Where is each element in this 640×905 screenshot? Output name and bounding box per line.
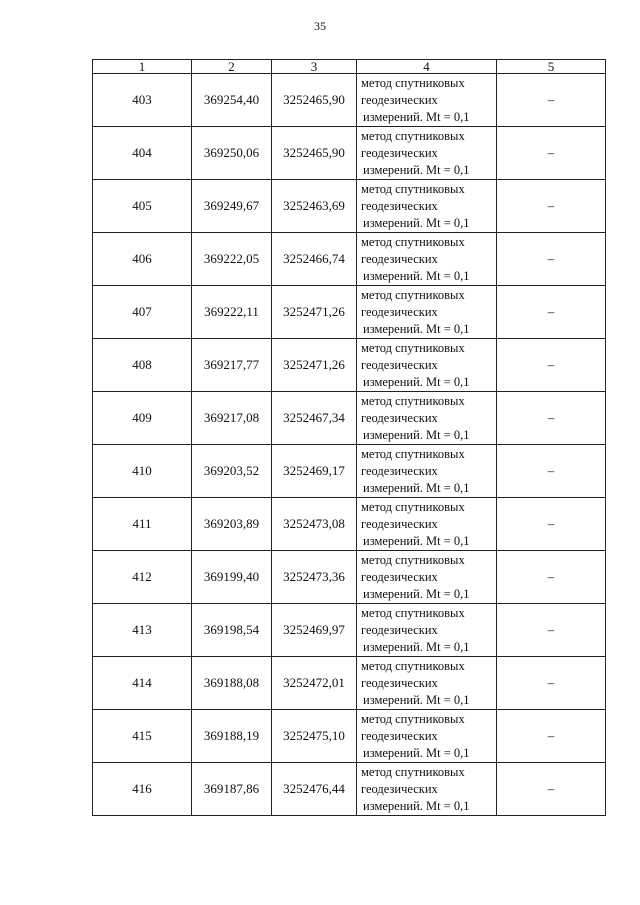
method-line: измерений. Mt = 0,1 xyxy=(363,798,470,813)
x-coordinate-cell: 369254,40 xyxy=(192,74,272,127)
method-cell xyxy=(357,339,497,392)
x-coordinate-cell: 369188,19 xyxy=(192,710,272,763)
method-line: метод спутниковых xyxy=(361,764,465,779)
method-cell xyxy=(357,286,497,339)
x-coordinate-cell: 369249,67 xyxy=(192,180,272,233)
method-line: метод спутниковых xyxy=(361,234,465,249)
method-line: измерений. Mt = 0,1 xyxy=(363,586,470,601)
y-coordinate-cell: 3252475,10 xyxy=(272,710,357,763)
x-coordinate-cell: 369217,08 xyxy=(192,392,272,445)
method-line: геодезических xyxy=(361,304,438,319)
method-line: метод спутниковых xyxy=(361,75,465,90)
method-line: геодезических xyxy=(361,92,438,107)
method-line: метод спутниковых xyxy=(361,711,465,726)
point-number-cell: 408 xyxy=(93,339,192,392)
point-number-cell: 409 xyxy=(93,392,192,445)
method-cell xyxy=(357,445,497,498)
point-number-cell: 403 xyxy=(93,74,192,127)
method-cell xyxy=(357,551,497,604)
column-header-2: 2 xyxy=(192,60,272,74)
x-coordinate-cell: 369187,86 xyxy=(192,763,272,816)
point-number-cell: 407 xyxy=(93,286,192,339)
y-coordinate-cell: 3252465,90 xyxy=(272,74,357,127)
table-row xyxy=(93,127,606,180)
method-line: геодезических xyxy=(361,463,438,478)
column-header-4: 4 xyxy=(357,60,497,74)
note-cell: – xyxy=(497,710,606,763)
method-line: метод спутниковых xyxy=(361,128,465,143)
method-cell xyxy=(357,74,497,127)
method-line: измерений. Mt = 0,1 xyxy=(363,533,470,548)
method-line: геодезических xyxy=(361,675,438,690)
y-coordinate-cell: 3252472,01 xyxy=(272,657,357,710)
table-row xyxy=(93,604,606,657)
x-coordinate-cell: 369203,52 xyxy=(192,445,272,498)
x-coordinate-cell: 369198,54 xyxy=(192,604,272,657)
y-coordinate-cell: 3252471,26 xyxy=(272,286,357,339)
note-cell: – xyxy=(497,127,606,180)
note-cell: – xyxy=(497,445,606,498)
method-line: метод спутниковых xyxy=(361,393,465,408)
table-row xyxy=(93,551,606,604)
method-cell xyxy=(357,392,497,445)
table-header-row xyxy=(93,60,606,74)
table-row xyxy=(93,657,606,710)
column-header-5: 5 xyxy=(497,60,606,74)
method-line: измерений. Mt = 0,1 xyxy=(363,639,470,654)
note-cell: – xyxy=(497,286,606,339)
x-coordinate-cell: 369222,11 xyxy=(192,286,272,339)
method-line: геодезических xyxy=(361,251,438,266)
column-header-3: 3 xyxy=(272,60,357,74)
point-number-cell: 413 xyxy=(93,604,192,657)
table-row xyxy=(93,763,606,816)
note-cell: – xyxy=(497,551,606,604)
method-line: измерений. Mt = 0,1 xyxy=(363,745,470,760)
method-line: измерений. Mt = 0,1 xyxy=(363,321,470,336)
point-number-cell: 404 xyxy=(93,127,192,180)
method-cell xyxy=(357,498,497,551)
method-line: геодезических xyxy=(361,728,438,743)
method-cell xyxy=(357,710,497,763)
method-cell xyxy=(357,180,497,233)
point-number-cell: 405 xyxy=(93,180,192,233)
note-cell: – xyxy=(497,763,606,816)
method-cell xyxy=(357,127,497,180)
method-line: геодезических xyxy=(361,516,438,531)
method-line: измерений. Mt = 0,1 xyxy=(363,374,470,389)
y-coordinate-cell: 3252467,34 xyxy=(272,392,357,445)
method-line: геодезических xyxy=(361,357,438,372)
note-cell: – xyxy=(497,657,606,710)
method-line: геодезических xyxy=(361,781,438,796)
point-number-cell: 412 xyxy=(93,551,192,604)
x-coordinate-cell: 369250,06 xyxy=(192,127,272,180)
point-number-cell: 414 xyxy=(93,657,192,710)
table-row xyxy=(93,392,606,445)
method-line: измерений. Mt = 0,1 xyxy=(363,109,470,124)
x-coordinate-cell: 369188,08 xyxy=(192,657,272,710)
note-cell: – xyxy=(497,233,606,286)
x-coordinate-cell: 369217,77 xyxy=(192,339,272,392)
method-cell xyxy=(357,763,497,816)
method-cell xyxy=(357,657,497,710)
note-cell: – xyxy=(497,74,606,127)
method-line: измерений. Mt = 0,1 xyxy=(363,215,470,230)
table-row xyxy=(93,445,606,498)
method-line: геодезических xyxy=(361,198,438,213)
y-coordinate-cell: 3252469,17 xyxy=(272,445,357,498)
note-cell: – xyxy=(497,604,606,657)
method-line: измерений. Mt = 0,1 xyxy=(363,480,470,495)
page-number: 35 xyxy=(314,19,326,33)
x-coordinate-cell: 369222,05 xyxy=(192,233,272,286)
method-line: измерений. Mt = 0,1 xyxy=(363,427,470,442)
table-row xyxy=(93,180,606,233)
method-line: геодезических xyxy=(361,569,438,584)
y-coordinate-cell: 3252476,44 xyxy=(272,763,357,816)
method-line: метод спутниковых xyxy=(361,181,465,196)
table-body xyxy=(93,60,606,816)
method-line: геодезических xyxy=(361,145,438,160)
method-line: геодезических xyxy=(361,410,438,425)
method-line: метод спутниковых xyxy=(361,499,465,514)
coordinates-table xyxy=(92,59,606,816)
method-line: метод спутниковых xyxy=(361,287,465,302)
method-cell xyxy=(357,233,497,286)
y-coordinate-cell: 3252473,08 xyxy=(272,498,357,551)
table-row xyxy=(93,710,606,763)
x-coordinate-cell: 369203,89 xyxy=(192,498,272,551)
column-header-1: 1 xyxy=(93,60,192,74)
y-coordinate-cell: 3252466,74 xyxy=(272,233,357,286)
method-line: метод спутниковых xyxy=(361,605,465,620)
y-coordinate-cell: 3252463,69 xyxy=(272,180,357,233)
table-row xyxy=(93,498,606,551)
method-line: геодезических xyxy=(361,622,438,637)
method-line: измерений. Mt = 0,1 xyxy=(363,268,470,283)
point-number-cell: 410 xyxy=(93,445,192,498)
method-line: метод спутниковых xyxy=(361,340,465,355)
method-line: метод спутниковых xyxy=(361,552,465,567)
point-number-cell: 406 xyxy=(93,233,192,286)
y-coordinate-cell: 3252473,36 xyxy=(272,551,357,604)
note-cell: – xyxy=(497,180,606,233)
point-number-cell: 416 xyxy=(93,763,192,816)
note-cell: – xyxy=(497,339,606,392)
table-row xyxy=(93,286,606,339)
y-coordinate-cell: 3252465,90 xyxy=(272,127,357,180)
note-cell: – xyxy=(497,498,606,551)
method-line: метод спутниковых xyxy=(361,446,465,461)
method-line: метод спутниковых xyxy=(361,658,465,673)
y-coordinate-cell: 3252471,26 xyxy=(272,339,357,392)
point-number-cell: 411 xyxy=(93,498,192,551)
point-number-cell: 415 xyxy=(93,710,192,763)
method-line: измерений. Mt = 0,1 xyxy=(363,692,470,707)
table-row xyxy=(93,74,606,127)
note-cell: – xyxy=(497,392,606,445)
method-line: измерений. Mt = 0,1 xyxy=(363,162,470,177)
table-row xyxy=(93,233,606,286)
method-cell xyxy=(357,604,497,657)
x-coordinate-cell: 369199,40 xyxy=(192,551,272,604)
y-coordinate-cell: 3252469,97 xyxy=(272,604,357,657)
table-row xyxy=(93,339,606,392)
